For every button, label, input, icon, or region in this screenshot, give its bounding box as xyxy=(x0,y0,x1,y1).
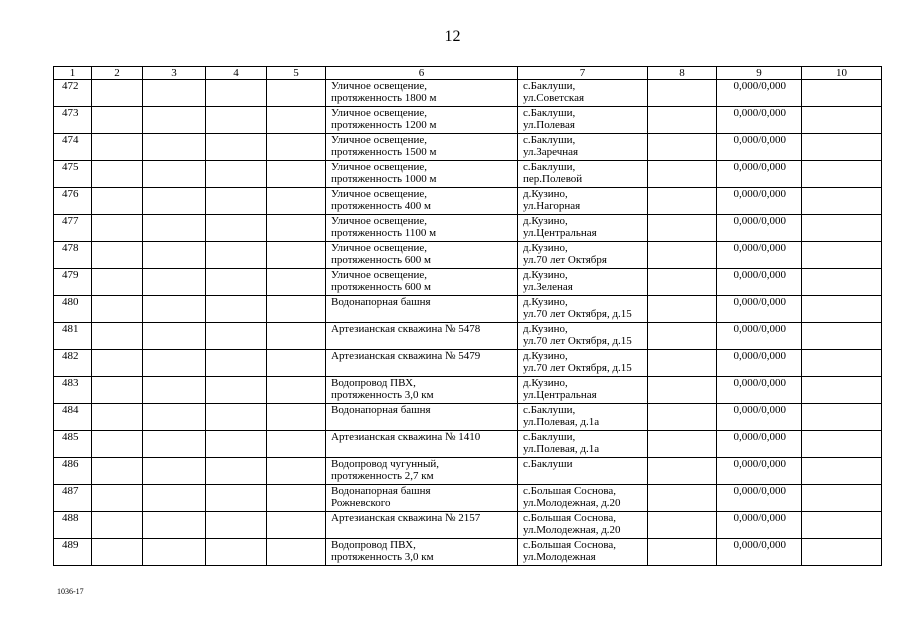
empty-cell-col-5 xyxy=(267,512,326,539)
empty-cell-col-8 xyxy=(648,431,717,458)
empty-cell-col-4 xyxy=(206,512,267,539)
object-address xyxy=(518,161,648,188)
object-address-line: с.Баклуши, xyxy=(523,404,576,416)
empty-cell-col-5 xyxy=(267,539,326,566)
object-address-line: с.Большая Соснова, xyxy=(523,539,617,551)
empty-cell-col-8 xyxy=(648,323,717,350)
row-number: 486 xyxy=(54,458,92,485)
empty-cell-col-2 xyxy=(92,431,143,458)
object-name-line: Уличное освещение, xyxy=(331,188,428,200)
object-name-line: Уличное освещение, xyxy=(331,161,428,173)
object-name-line: Артезианская скважина № 5479 xyxy=(331,350,481,362)
empty-cell-col-10 xyxy=(802,269,882,296)
empty-cell-col-4 xyxy=(206,107,267,134)
object-name xyxy=(326,377,518,404)
empty-cell-col-2 xyxy=(92,377,143,404)
object-address xyxy=(518,431,648,458)
empty-cell-col-4 xyxy=(206,296,267,323)
row-number: 483 xyxy=(54,377,92,404)
object-name-line: Водонапорная башня xyxy=(331,485,431,497)
empty-cell-col-3 xyxy=(143,269,206,296)
empty-cell-col-5 xyxy=(267,269,326,296)
object-address-line: ул.Полевая, д.1а xyxy=(523,416,600,428)
empty-cell-col-5 xyxy=(267,134,326,161)
empty-cell-col-4 xyxy=(206,80,267,107)
object-value: 0,000/0,000 xyxy=(717,512,802,539)
table-row xyxy=(54,485,882,512)
empty-cell-col-4 xyxy=(206,134,267,161)
object-name-line: протяженность 3,0 км xyxy=(331,389,434,401)
empty-cell-col-2 xyxy=(92,188,143,215)
object-value: 0,000/0,000 xyxy=(717,323,802,350)
table-row xyxy=(54,269,882,296)
empty-cell-col-10 xyxy=(802,485,882,512)
object-name-line: протяженность 600 м xyxy=(331,254,432,266)
empty-cell-col-2 xyxy=(92,107,143,134)
object-address-line: с.Баклуши xyxy=(523,458,573,470)
empty-cell-col-5 xyxy=(267,296,326,323)
empty-cell-col-3 xyxy=(143,512,206,539)
object-address-line: д.Кузино, xyxy=(523,296,568,308)
empty-cell-col-10 xyxy=(802,512,882,539)
row-number: 489 xyxy=(54,539,92,566)
empty-cell-col-10 xyxy=(802,242,882,269)
object-address-line: д.Кузино, xyxy=(523,269,568,281)
object-name xyxy=(326,215,518,242)
object-name xyxy=(326,107,518,134)
object-address-line: д.Кузино, xyxy=(523,323,568,335)
object-value: 0,000/0,000 xyxy=(717,80,802,107)
object-address-line: ул.Молодежная, д.20 xyxy=(523,497,621,509)
object-address-line: ул.70 лет Октября, д.15 xyxy=(523,362,632,374)
object-name xyxy=(326,161,518,188)
empty-cell-col-4 xyxy=(206,161,267,188)
object-address-line: ул.Молодежная, д.20 xyxy=(523,524,621,536)
object-address-line: ул.70 лет Октября, д.15 xyxy=(523,335,632,347)
empty-cell-col-10 xyxy=(802,107,882,134)
empty-cell-col-5 xyxy=(267,431,326,458)
empty-cell-col-4 xyxy=(206,431,267,458)
column-number-1: 1 xyxy=(54,67,92,80)
object-value: 0,000/0,000 xyxy=(717,377,802,404)
table-row xyxy=(54,161,882,188)
table-row xyxy=(54,323,882,350)
object-name-line: Артезианская скважина № 5478 xyxy=(331,323,481,335)
object-address xyxy=(518,242,648,269)
empty-cell-col-4 xyxy=(206,215,267,242)
object-value: 0,000/0,000 xyxy=(717,539,802,566)
empty-cell-col-2 xyxy=(92,215,143,242)
row-number: 478 xyxy=(54,242,92,269)
object-address-line: ул.70 лет Октября xyxy=(523,254,607,266)
table-row xyxy=(54,404,882,431)
object-value: 0,000/0,000 xyxy=(717,188,802,215)
object-value: 0,000/0,000 xyxy=(717,242,802,269)
empty-cell-col-3 xyxy=(143,323,206,350)
empty-cell-col-4 xyxy=(206,539,267,566)
object-address-line: ул.Центральная xyxy=(523,227,597,239)
empty-cell-col-8 xyxy=(648,296,717,323)
empty-cell-col-8 xyxy=(648,377,717,404)
object-name-line: Уличное освещение, xyxy=(331,269,428,281)
table-row xyxy=(54,215,882,242)
empty-cell-col-5 xyxy=(267,80,326,107)
object-value: 0,000/0,000 xyxy=(717,458,802,485)
empty-cell-col-5 xyxy=(267,458,326,485)
table-row xyxy=(54,377,882,404)
object-value: 0,000/0,000 xyxy=(717,350,802,377)
empty-cell-col-2 xyxy=(92,296,143,323)
object-value: 0,000/0,000 xyxy=(717,485,802,512)
table-row xyxy=(54,296,882,323)
empty-cell-col-10 xyxy=(802,161,882,188)
empty-cell-col-4 xyxy=(206,323,267,350)
object-address-line: д.Кузино, xyxy=(523,215,568,227)
object-address xyxy=(518,134,648,161)
object-name xyxy=(326,242,518,269)
row-number: 473 xyxy=(54,107,92,134)
row-number: 472 xyxy=(54,80,92,107)
empty-cell-col-8 xyxy=(648,485,717,512)
object-name xyxy=(326,323,518,350)
property-register-table xyxy=(53,66,882,566)
object-address-line: д.Кузино, xyxy=(523,188,568,200)
object-name-line: Артезианская скважина № 1410 xyxy=(331,431,481,443)
empty-cell-col-8 xyxy=(648,512,717,539)
object-address-line: ул.Заречная xyxy=(523,146,579,158)
empty-cell-col-5 xyxy=(267,161,326,188)
table-row xyxy=(54,80,882,107)
object-name-line: Водонапорная башня xyxy=(331,404,431,416)
empty-cell-col-2 xyxy=(92,80,143,107)
object-name-line: протяженность 400 м xyxy=(331,200,432,212)
row-number: 481 xyxy=(54,323,92,350)
object-name-line: протяженность 1000 м xyxy=(331,173,437,185)
column-number-5: 5 xyxy=(267,67,326,80)
empty-cell-col-8 xyxy=(648,539,717,566)
empty-cell-col-5 xyxy=(267,323,326,350)
empty-cell-col-2 xyxy=(92,161,143,188)
object-address-line: ул.Полевая, д.1а xyxy=(523,443,600,455)
object-name-line: протяженность 1200 м xyxy=(331,119,437,131)
empty-cell-col-3 xyxy=(143,350,206,377)
empty-cell-col-3 xyxy=(143,431,206,458)
empty-cell-col-4 xyxy=(206,188,267,215)
object-name-line: Водопровод ПВХ, xyxy=(331,539,416,551)
object-address-line: с.Баклуши, xyxy=(523,134,576,146)
table-row xyxy=(54,431,882,458)
column-number-2: 2 xyxy=(92,67,143,80)
object-address-line: ул.Молодежная xyxy=(523,551,596,563)
empty-cell-col-2 xyxy=(92,350,143,377)
object-address xyxy=(518,458,648,485)
object-name-line: протяженность 1100 м xyxy=(331,227,437,239)
object-address xyxy=(518,512,648,539)
object-address-line: с.Баклуши, xyxy=(523,107,576,119)
empty-cell-col-10 xyxy=(802,323,882,350)
object-name-line: Уличное освещение, xyxy=(331,242,428,254)
object-name xyxy=(326,134,518,161)
object-name xyxy=(326,512,518,539)
object-name xyxy=(326,269,518,296)
object-value: 0,000/0,000 xyxy=(717,215,802,242)
row-number: 476 xyxy=(54,188,92,215)
object-address-line: с.Баклуши, xyxy=(523,431,576,443)
object-name xyxy=(326,296,518,323)
object-value: 0,000/0,000 xyxy=(717,296,802,323)
empty-cell-col-10 xyxy=(802,539,882,566)
page-number: 12 xyxy=(444,28,461,45)
empty-cell-col-8 xyxy=(648,134,717,161)
object-address xyxy=(518,377,648,404)
object-address-line: ул.Советская xyxy=(523,92,585,104)
column-number-6: 6 xyxy=(326,67,518,80)
row-number: 475 xyxy=(54,161,92,188)
empty-cell-col-4 xyxy=(206,269,267,296)
object-name-line: протяженность 600 м xyxy=(331,281,432,293)
empty-cell-col-10 xyxy=(802,404,882,431)
empty-cell-col-10 xyxy=(802,296,882,323)
column-number-7: 7 xyxy=(518,67,648,80)
empty-cell-col-10 xyxy=(802,377,882,404)
object-name xyxy=(326,188,518,215)
empty-cell-col-2 xyxy=(92,134,143,161)
empty-cell-col-3 xyxy=(143,377,206,404)
table-row xyxy=(54,107,882,134)
object-address-line: с.Большая Соснова, xyxy=(523,485,617,497)
object-address xyxy=(518,539,648,566)
object-name-line: Рожневского xyxy=(331,497,391,509)
empty-cell-col-3 xyxy=(143,107,206,134)
empty-cell-col-5 xyxy=(267,350,326,377)
object-address xyxy=(518,269,648,296)
empty-cell-col-5 xyxy=(267,377,326,404)
object-name-line: Уличное освещение, xyxy=(331,80,428,92)
row-number: 482 xyxy=(54,350,92,377)
empty-cell-col-10 xyxy=(802,80,882,107)
empty-cell-col-4 xyxy=(206,458,267,485)
empty-cell-col-10 xyxy=(802,134,882,161)
row-number: 477 xyxy=(54,215,92,242)
object-value: 0,000/0,000 xyxy=(717,134,802,161)
empty-cell-col-2 xyxy=(92,404,143,431)
object-value: 0,000/0,000 xyxy=(717,161,802,188)
object-address-line: ул.Полевая xyxy=(523,119,575,131)
empty-cell-col-2 xyxy=(92,512,143,539)
object-address-line: д.Кузино, xyxy=(523,242,568,254)
row-number: 487 xyxy=(54,485,92,512)
empty-cell-col-3 xyxy=(143,242,206,269)
empty-cell-col-2 xyxy=(92,485,143,512)
empty-cell-col-10 xyxy=(802,458,882,485)
empty-cell-col-10 xyxy=(802,350,882,377)
empty-cell-col-3 xyxy=(143,134,206,161)
object-name-line: протяженность 3,0 км xyxy=(331,551,434,563)
table-row xyxy=(54,188,882,215)
object-address xyxy=(518,485,648,512)
empty-cell-col-8 xyxy=(648,188,717,215)
column-number-8: 8 xyxy=(648,67,717,80)
object-value: 0,000/0,000 xyxy=(717,107,802,134)
empty-cell-col-5 xyxy=(267,215,326,242)
column-number-3: 3 xyxy=(143,67,206,80)
table-row xyxy=(54,242,882,269)
object-name-line: Водонапорная башня xyxy=(331,296,431,308)
column-number-9: 9 xyxy=(717,67,802,80)
table-row xyxy=(54,458,882,485)
empty-cell-col-5 xyxy=(267,485,326,512)
object-name xyxy=(326,350,518,377)
object-address-line: с.Баклуши, xyxy=(523,80,576,92)
object-address-line: ул.Зеленая xyxy=(523,281,573,293)
object-name-line: Водопровод ПВХ, xyxy=(331,377,416,389)
empty-cell-col-2 xyxy=(92,458,143,485)
empty-cell-col-4 xyxy=(206,485,267,512)
object-value: 0,000/0,000 xyxy=(717,269,802,296)
empty-cell-col-3 xyxy=(143,485,206,512)
object-address-line: д.Кузино, xyxy=(523,377,568,389)
empty-cell-col-8 xyxy=(648,80,717,107)
object-name-line: Водопровод чугунный, xyxy=(331,458,439,470)
empty-cell-col-3 xyxy=(143,215,206,242)
object-address-line: пер.Полевой xyxy=(523,173,583,185)
object-address xyxy=(518,107,648,134)
empty-cell-col-8 xyxy=(648,404,717,431)
table-row xyxy=(54,539,882,566)
object-address-line: ул.Нагорная xyxy=(523,200,581,212)
empty-cell-col-2 xyxy=(92,242,143,269)
empty-cell-col-10 xyxy=(802,215,882,242)
empty-cell-col-3 xyxy=(143,404,206,431)
object-address-line: с.Большая Соснова, xyxy=(523,512,617,524)
object-value: 0,000/0,000 xyxy=(717,404,802,431)
row-number: 474 xyxy=(54,134,92,161)
object-name xyxy=(326,539,518,566)
object-name-line: протяженность 1800 м xyxy=(331,92,437,104)
row-number: 484 xyxy=(54,404,92,431)
table-row xyxy=(54,350,882,377)
empty-cell-col-2 xyxy=(92,269,143,296)
object-name-line: Уличное освещение, xyxy=(331,215,428,227)
object-name xyxy=(326,485,518,512)
object-name-line: Уличное освещение, xyxy=(331,134,428,146)
empty-cell-col-4 xyxy=(206,377,267,404)
object-address-line: д.Кузино, xyxy=(523,350,568,362)
empty-cell-col-3 xyxy=(143,539,206,566)
empty-cell-col-5 xyxy=(267,188,326,215)
empty-cell-col-3 xyxy=(143,161,206,188)
object-address-line: ул.70 лет Октября, д.15 xyxy=(523,308,632,320)
object-address xyxy=(518,350,648,377)
table-row xyxy=(54,512,882,539)
object-name-line: протяженность 2,7 км xyxy=(331,470,434,482)
column-number-10: 10 xyxy=(802,67,882,80)
object-address xyxy=(518,323,648,350)
empty-cell-col-5 xyxy=(267,242,326,269)
empty-cell-col-8 xyxy=(648,242,717,269)
object-address xyxy=(518,215,648,242)
row-number: 488 xyxy=(54,512,92,539)
object-address-line: с.Баклуши, xyxy=(523,161,576,173)
object-name-line: Артезианская скважина № 2157 xyxy=(331,512,481,524)
empty-cell-col-5 xyxy=(267,107,326,134)
row-number: 480 xyxy=(54,296,92,323)
column-number-header-row xyxy=(54,67,882,80)
object-address-line: ул.Центральная xyxy=(523,389,597,401)
object-address xyxy=(518,80,648,107)
empty-cell-col-10 xyxy=(802,188,882,215)
empty-cell-col-4 xyxy=(206,404,267,431)
empty-cell-col-8 xyxy=(648,161,717,188)
object-address xyxy=(518,188,648,215)
table-row xyxy=(54,134,882,161)
object-name-line: протяженность 1500 м xyxy=(331,146,437,158)
empty-cell-col-3 xyxy=(143,296,206,323)
object-value: 0,000/0,000 xyxy=(717,431,802,458)
empty-cell-col-10 xyxy=(802,431,882,458)
empty-cell-col-8 xyxy=(648,107,717,134)
empty-cell-col-8 xyxy=(648,269,717,296)
empty-cell-col-3 xyxy=(143,188,206,215)
object-name xyxy=(326,80,518,107)
empty-cell-col-8 xyxy=(648,350,717,377)
object-address xyxy=(518,296,648,323)
empty-cell-col-3 xyxy=(143,458,206,485)
object-name xyxy=(326,431,518,458)
object-address xyxy=(518,404,648,431)
empty-cell-col-8 xyxy=(648,215,717,242)
empty-cell-col-4 xyxy=(206,242,267,269)
row-number: 479 xyxy=(54,269,92,296)
column-number-4: 4 xyxy=(206,67,267,80)
empty-cell-col-3 xyxy=(143,80,206,107)
row-number: 485 xyxy=(54,431,92,458)
object-name-line: Уличное освещение, xyxy=(331,107,428,119)
empty-cell-col-2 xyxy=(92,323,143,350)
object-name xyxy=(326,404,518,431)
empty-cell-col-2 xyxy=(92,539,143,566)
document-code: 1036-17 xyxy=(57,587,84,596)
object-name xyxy=(326,458,518,485)
empty-cell-col-4 xyxy=(206,350,267,377)
empty-cell-col-8 xyxy=(648,458,717,485)
empty-cell-col-5 xyxy=(267,404,326,431)
